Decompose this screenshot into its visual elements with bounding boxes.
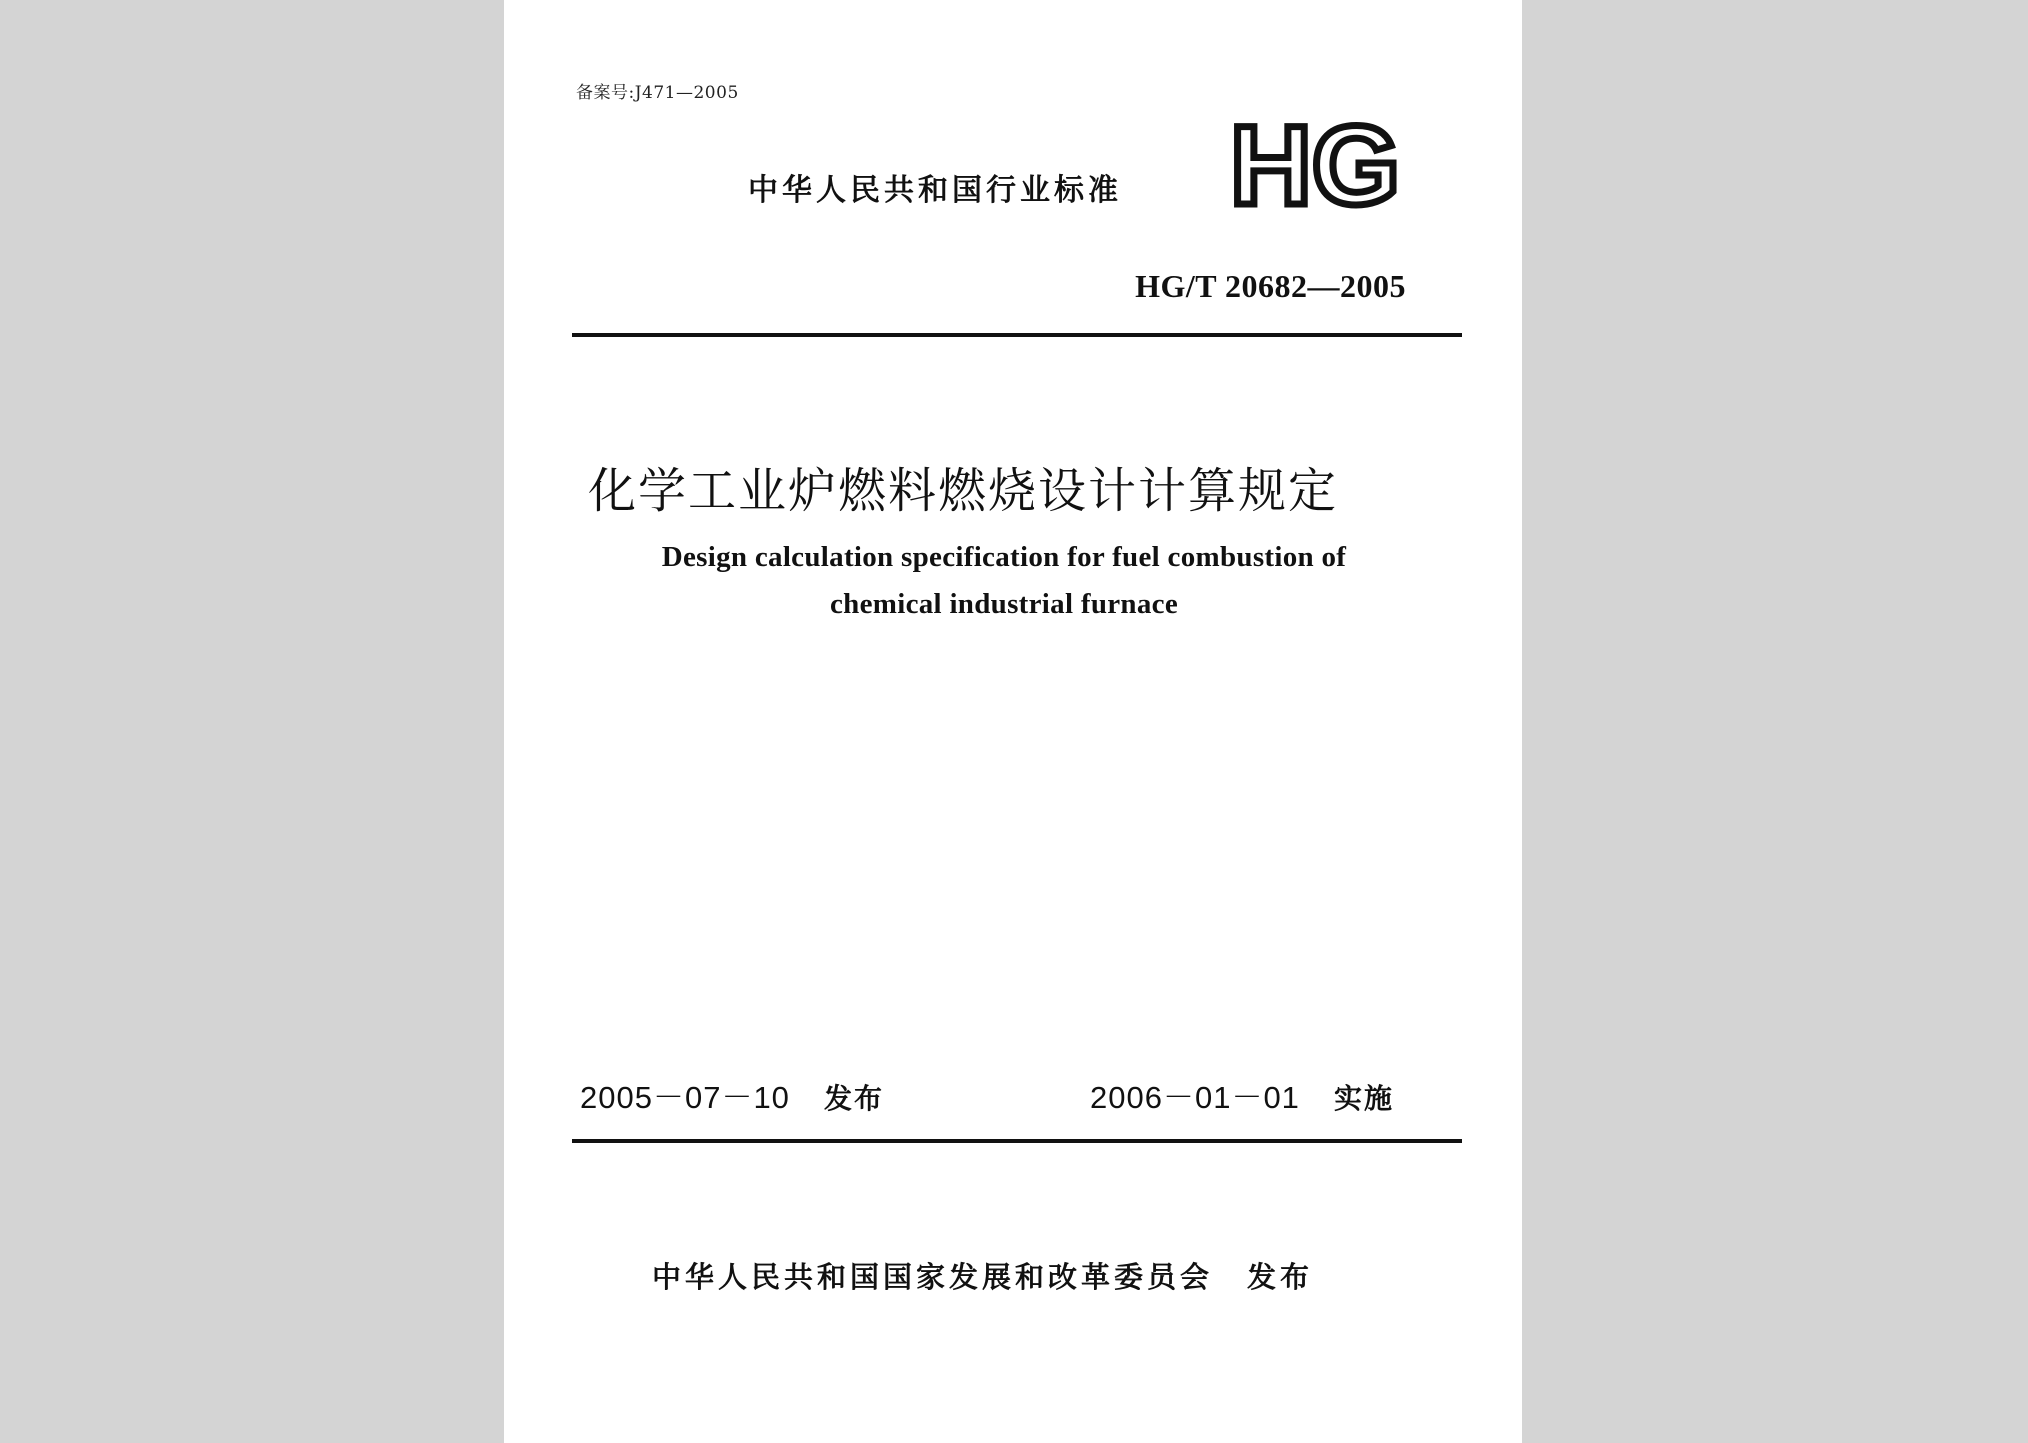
standard-number: HG/T 20682—2005 [1135, 268, 1406, 304]
filing-number: 备案号:J471—2005 [576, 83, 739, 103]
implement-date-block [1090, 1072, 1394, 1117]
title-english-line-2: chemical industrial furnace [829, 588, 1178, 620]
document-page [504, 0, 1522, 1443]
hg-logo [1228, 116, 1404, 212]
hg-logo-text: HG [1230, 116, 1400, 212]
issue-label: 发布 [823, 1082, 884, 1115]
top-divider [572, 333, 1462, 337]
implement-label: 实施 [1333, 1082, 1394, 1115]
issuer-block [652, 1255, 1313, 1296]
issue-date-block [580, 1072, 884, 1117]
title-english-line-1: Design calculation specification for fuel combustion of [661, 541, 1347, 573]
title-chinese: 化学工业炉燃料燃烧设计计算规定 [588, 463, 1339, 519]
implement-date: 2006－01－01 [1090, 1080, 1300, 1115]
issuer-name: 中华人民共和国国家发展和改革委员会 [652, 1260, 1214, 1294]
issue-date: 2005－07－10 [580, 1080, 790, 1115]
issuer-action: 发布 [1247, 1260, 1314, 1294]
industry-standard-label: 中华人民共和国行业标准 [748, 173, 1122, 208]
bottom-divider [572, 1139, 1462, 1143]
